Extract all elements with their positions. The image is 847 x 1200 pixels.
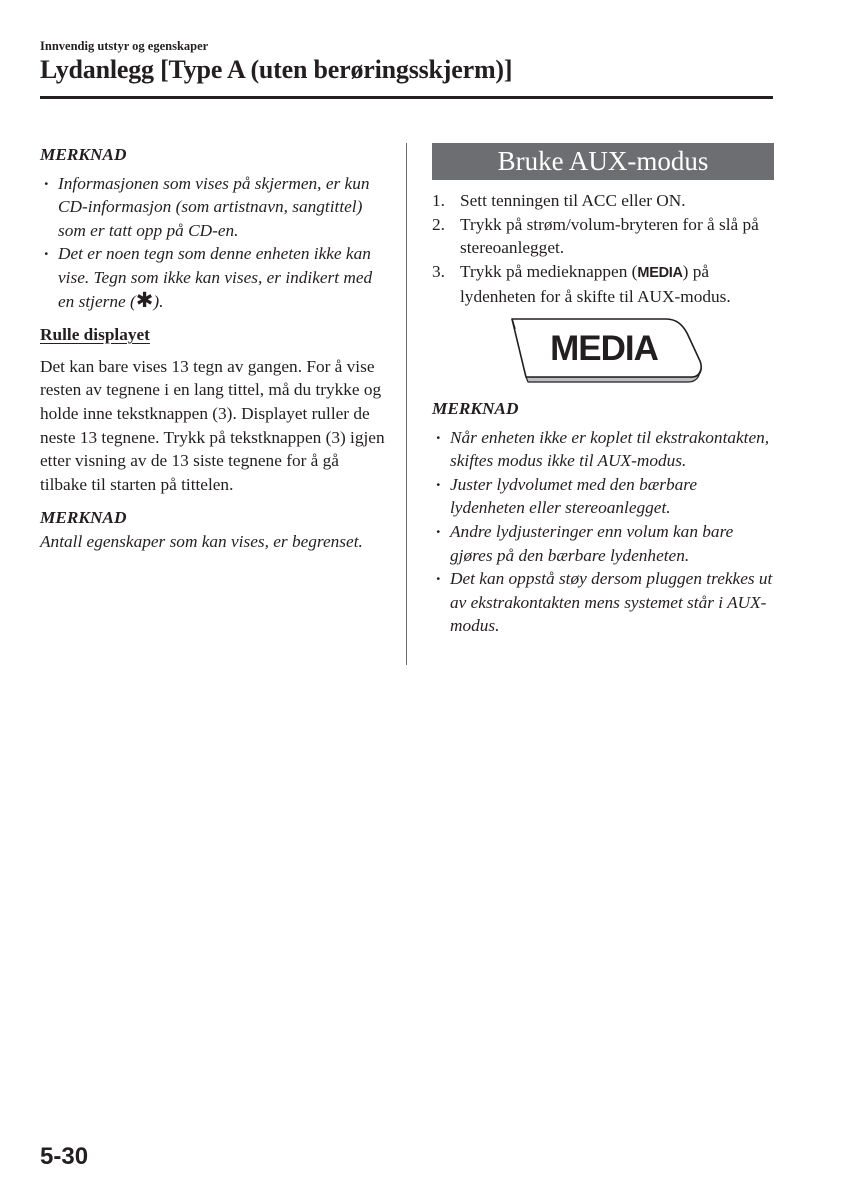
star-icon: ✱: [135, 287, 154, 312]
subheading-scroll-display: Rulle displayet: [40, 325, 150, 345]
note-list: [432, 426, 774, 638]
note-item: · Juster lydvolumet med den bærbare lydenheten eller stereoanlegget.: [432, 473, 774, 520]
note-heading: MERKNAD: [40, 508, 127, 528]
breadcrumb: Innvendig utstyr og egenskaper: [40, 39, 209, 53]
step-number: 3.: [432, 261, 445, 281]
section-title-banner: Bruke AUX-modus: [432, 143, 774, 180]
step-text: Trykk på medieknappen (: [460, 261, 638, 281]
step-item: [432, 213, 774, 260]
media-button-label: MEDIA: [550, 328, 658, 368]
step-number: 2.: [432, 214, 445, 234]
step-number: 1.: [432, 191, 445, 210]
note-list: [40, 172, 390, 314]
step-text: Sett tenningen til ACC eller ON.: [460, 191, 686, 210]
note-item: · Informasjonen som vises på skjermen, er kun CD-informasjon (som artistnavn, sangtittel) som er tatt opp på CD-en.: [40, 172, 390, 243]
note-item: · Når enheten ikke er koplet til ekstrakontakten, skiftes modus ikke til AUX-modus.: [432, 426, 774, 473]
body-paragraph: Det kan bare vises 13 tegn av gangen. For å vise resten av tegnene i en lang tittel, må du trykke og holde inne tekstknappen (3). Displayet ruller de neste 13 tegnene. Trykk på tekstknappen (3) igjen etter visning av de 13 siste tegnene for å gå tilbake til starten på tittelen.: [40, 356, 385, 494]
title-rule: [40, 96, 773, 99]
note-heading: MERKNAD: [432, 398, 519, 418]
page-number: 5-30: [40, 1143, 89, 1170]
media-button-illustration: [504, 315, 704, 385]
right-column: [432, 143, 774, 638]
note-item: · Andre lydjusteringer enn volum kan bare gjøres på den bærbare lydenheten.: [432, 520, 774, 567]
step-text: Trykk på strøm/volum-bryteren for å slå på stereoanlegget.: [460, 214, 759, 258]
step-item: [432, 189, 774, 213]
note-item-text: Det er noen tegn som denne enheten ikke kan vise. Tegn som ikke kan vises, er indikert med en stjerne (: [58, 244, 373, 311]
media-button-icon: [504, 315, 704, 385]
page-title: Lydanlegg [Type A (uten berøringsskjerm)]: [40, 55, 513, 84]
note-text: Antall egenskaper som kan vises, er begrenset.: [40, 531, 363, 551]
note-item: · Det kan oppstå støy dersom pluggen trekkes ut av ekstrakontakten mens systemet står i AUX-modus.: [432, 567, 774, 638]
note-item: [40, 242, 390, 313]
column-divider: [406, 143, 407, 665]
step-item: [432, 260, 774, 309]
steps-list: [432, 189, 774, 309]
left-column: [40, 143, 390, 554]
step-text-end: ) på lydenheten for å skifte til AUX-modus.: [460, 261, 731, 307]
note-heading: MERKNAD: [40, 145, 127, 164]
note-item-text-end: ).: [153, 291, 164, 311]
media-inline-label: MEDIA: [637, 264, 683, 281]
